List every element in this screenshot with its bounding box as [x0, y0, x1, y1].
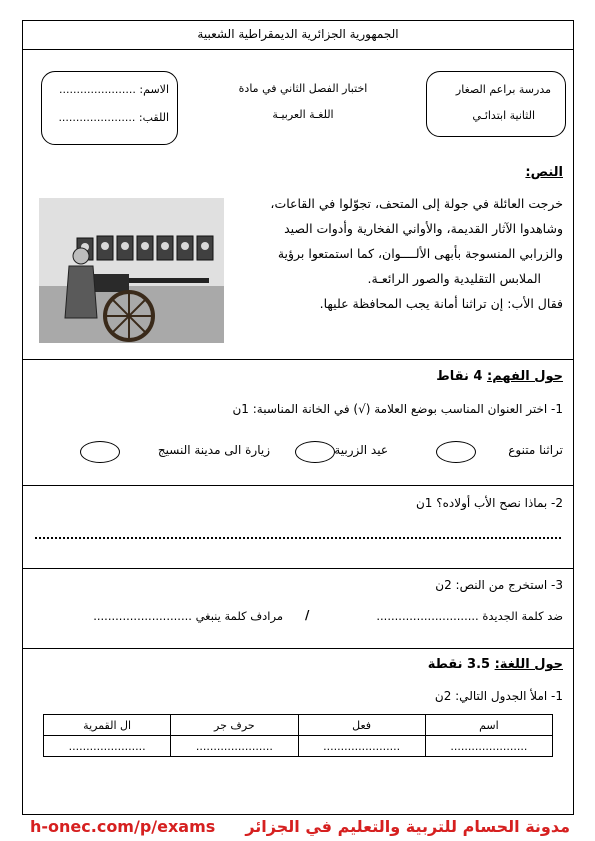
museum-photo	[39, 198, 224, 343]
school-box	[426, 71, 566, 137]
table-header: ال القمرية	[44, 715, 171, 736]
table-cell[interactable]: ......................	[298, 736, 425, 757]
footer-url[interactable]: h-onec.com/p/exams	[30, 817, 216, 836]
section-divider-1	[23, 359, 573, 360]
surname-label: اللقب:	[138, 111, 169, 124]
exam-title: اختبار الفصل الثاني في مادة	[238, 82, 368, 95]
question-2: 2- بماذا نصح الأب أولاده؟ 1ن	[415, 496, 563, 510]
language-header	[428, 657, 563, 672]
language-points: 3.5 نقطة	[427, 657, 491, 672]
passage-line-1: خرجت العائلة في جولة إلى المتحف، تجوّلوا في القاعات،	[270, 196, 563, 211]
comprehension-header	[436, 369, 563, 384]
section-divider-3	[23, 568, 573, 569]
option-2-label: عيد الزربية	[334, 443, 388, 457]
name-dots: ......................	[58, 83, 136, 96]
table-header: اسم	[425, 715, 552, 736]
language-question-1: 1- املأ الجدول التالي: 2ن	[434, 689, 563, 703]
option-3-label: زيارة الى مدينة النسيج	[157, 443, 270, 457]
table-header: فعل	[298, 715, 425, 736]
passage-line-4: الملابس التقليدية والصور الرائعـة.	[367, 271, 541, 286]
exam-subject: اللغـة العربيـة	[272, 108, 334, 121]
separator-slash: /	[305, 608, 310, 622]
table-cell[interactable]: ......................	[171, 736, 298, 757]
answer-line-q2[interactable]	[35, 537, 561, 539]
table-cell[interactable]: ......................	[425, 736, 552, 757]
grammar-table	[43, 714, 553, 757]
text-title: النص:	[525, 165, 563, 180]
table-header: حرف جر	[171, 715, 298, 736]
option-2-circle[interactable]	[295, 441, 335, 463]
school-level: الثانية ابتدائـي	[472, 109, 535, 122]
surname-dots: ......................	[58, 111, 136, 124]
language-title: حول اللغة:	[494, 657, 563, 672]
passage-line-2: وشاهدوا الآثار القديمة، والأواني الفخارية وأدوات الصيد	[284, 221, 563, 236]
section-divider-4	[23, 648, 573, 649]
table-header-row	[44, 715, 553, 736]
antonym-prompt: ضد كلمة الجديدة ............................	[376, 609, 563, 623]
school-name: مدرسة براعم الصغار	[455, 83, 551, 96]
table-row	[44, 736, 553, 757]
footer-blog-name: مدونة الحسام للتربية والتعليم في الجزائر	[245, 817, 570, 836]
option-3-circle[interactable]	[80, 441, 120, 463]
name-field	[59, 83, 169, 96]
section-divider-2	[23, 485, 573, 486]
passage-line-5: فقال الأب: إن تراثنا أمانة يجب المحافظة عليها.	[319, 296, 563, 311]
question-3: 3- استخرج من النص: 2ن	[435, 578, 563, 592]
synonym-prompt: مرادف كلمة ينبغي ...........................	[93, 609, 283, 623]
table-cell[interactable]: ......................	[44, 736, 171, 757]
passage	[233, 191, 563, 316]
comprehension-title: حول الفهم:	[487, 369, 563, 384]
republic-title: الجمهورية الجزائرية الديمقراطية الشعبية	[197, 27, 399, 41]
header-divider	[23, 49, 573, 50]
exam-sheet	[22, 20, 574, 815]
comprehension-points: 4 نقاط	[436, 369, 483, 384]
name-label: الاسم:	[139, 83, 169, 96]
option-1-label: تراثنا متنوع	[508, 443, 563, 457]
surname-field	[58, 111, 169, 124]
student-box	[41, 71, 178, 145]
option-1-circle[interactable]	[436, 441, 476, 463]
question-1: 1- اختر العنوان المناسب بوضع العلامة (√) في الخانة المناسبة: 1ن	[232, 402, 563, 416]
passage-line-3: والزرابي المنسوجة بأبهى الألــــوان، كما استمتعوا برؤية	[277, 246, 563, 261]
